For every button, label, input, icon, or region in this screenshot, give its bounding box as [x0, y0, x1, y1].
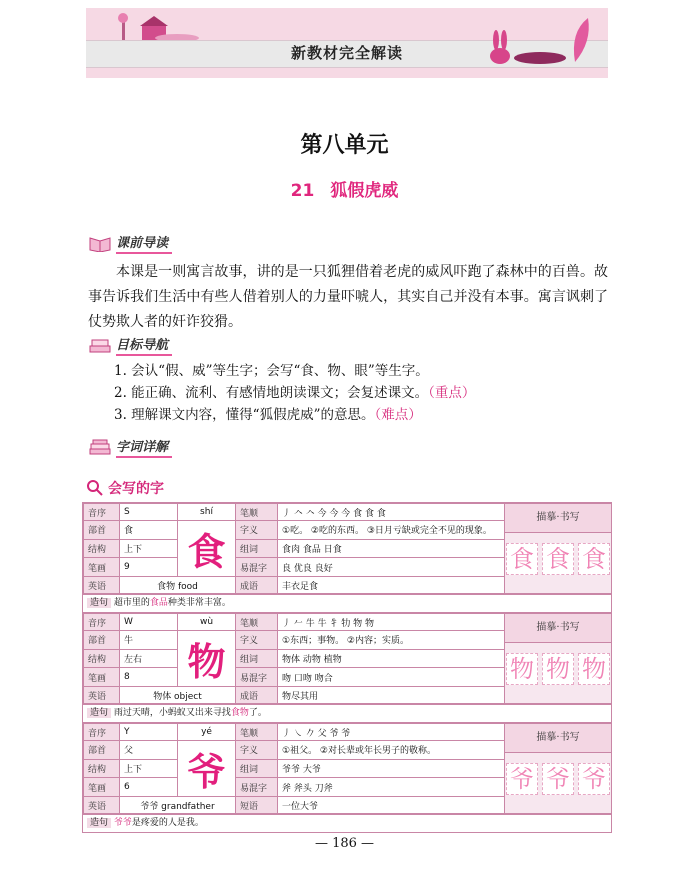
section-words-label: 字词详解: [116, 436, 172, 458]
card-pinyin: wù: [178, 614, 236, 631]
card-key: 字义: [236, 631, 278, 650]
card-value: 食: [120, 521, 178, 540]
example-sentence: 造句 爷爷是疼爱的人是我。: [83, 814, 611, 832]
card-value: 8: [120, 668, 178, 687]
section-goals-heading: [88, 334, 172, 356]
write-chars-label: 会写的字: [108, 481, 164, 497]
example-sentence: 造句 雨过天晴，小蚂蚁又出来寻找食物了。: [83, 704, 611, 722]
card-key: 易混字: [236, 668, 278, 687]
card-value: 丿 𠆢 𠆢 今 今 今 食 食 食: [278, 504, 505, 521]
section-words-heading: [88, 436, 172, 458]
goal-note: （难点）: [374, 407, 422, 423]
card-value: ①吃。 ②吃的东西。 ③日月亏缺或完全不见的现象。: [278, 521, 505, 540]
card-value: 丿 ㇏ 𠂊 父 爷 爷: [278, 724, 505, 741]
card-value: ①东西；事物。 ②内容；实质。: [278, 631, 505, 650]
card-key: 英语: [84, 797, 120, 814]
card-key: 组词: [236, 759, 278, 778]
page-number: — 186 —: [314, 836, 375, 851]
tree-house-illustration: [92, 12, 202, 42]
practice-label: 描摹·书写: [505, 724, 611, 753]
card-key: 部首: [84, 631, 120, 650]
section-preview-label: 课前导读: [116, 232, 172, 254]
card-english: 物体 object: [120, 687, 236, 704]
card-value: 食肉 食品 日食: [278, 539, 505, 558]
card-idiom: 物尽其用: [278, 687, 505, 704]
section-goals-label: 目标导航: [116, 334, 172, 356]
trace-cell: 食: [506, 543, 538, 575]
char-card: [82, 612, 612, 723]
lesson-title: [0, 176, 689, 201]
trace-cell: 食: [578, 543, 610, 575]
big-character: 物: [178, 631, 236, 687]
card-pinyin: shí: [178, 504, 236, 521]
card-value: ①祖父。 ②对长辈或年长男子的敬称。: [278, 741, 505, 760]
card-key: 字义: [236, 741, 278, 760]
card-value: 物体 动物 植物: [278, 649, 505, 668]
card-value: 良 优良 良好: [278, 558, 505, 577]
big-character: 食: [178, 521, 236, 577]
practice-label: 描摹·书写: [505, 504, 611, 533]
rabbit-leaf-illustration: [480, 12, 600, 68]
practice-label: 描摹·书写: [505, 614, 611, 643]
card-value: W: [120, 614, 178, 631]
header-title: 新教材完全解读: [290, 44, 403, 62]
card-key: 组词: [236, 649, 278, 668]
card-value: 上下: [120, 539, 178, 558]
card-value: 上下: [120, 759, 178, 778]
card-value: Y: [120, 724, 178, 741]
card-value: 9: [120, 558, 178, 577]
goal-item: 1. 会认“假、威”等生字；会写“食、物、眼”等生字。: [114, 363, 429, 379]
card-key: 字义: [236, 521, 278, 540]
card-key: 音序: [84, 724, 120, 741]
practice-area: [505, 724, 612, 814]
char-card: [82, 722, 612, 833]
card-key: 英语: [84, 577, 120, 594]
write-chars-heading: [86, 478, 164, 498]
magnifier-icon: [86, 479, 104, 497]
card-key: 结构: [84, 539, 120, 558]
practice-area: [505, 504, 612, 594]
card-key: 笔画: [84, 778, 120, 797]
card-key: 笔顺: [236, 504, 278, 521]
books-stack-icon: [88, 336, 112, 354]
card-value: 左右: [120, 649, 178, 668]
card-key: 英语: [84, 687, 120, 704]
card-value: 牛: [120, 631, 178, 650]
trace-cell: 爷: [506, 763, 538, 795]
card-idiom: 一位大爷: [278, 797, 505, 814]
card-pinyin: yé: [178, 724, 236, 741]
page-header: [86, 8, 608, 78]
book-icon: [88, 234, 112, 252]
card-key: 笔顺: [236, 724, 278, 741]
books-stack-icon: [88, 438, 112, 456]
card-key: 笔顺: [236, 614, 278, 631]
card-key: 结构: [84, 649, 120, 668]
example-sentence: 造句 超市里的食品种类非常丰富。: [83, 594, 611, 612]
lesson-number: 21: [290, 181, 315, 201]
card-key: 易混字: [236, 778, 278, 797]
trace-cell: 食: [542, 543, 574, 575]
card-key: 成语: [236, 577, 278, 594]
card-value: 丿 𠂉 牛 牛 牜 牞 物 物: [278, 614, 505, 631]
card-value: 6: [120, 778, 178, 797]
lesson-name: 狐假虎威: [330, 181, 399, 201]
trace-cell: 爷: [542, 763, 574, 795]
card-key: 笔画: [84, 668, 120, 687]
card-value: 吻 口吻 吻合: [278, 668, 505, 687]
card-key: 笔画: [84, 558, 120, 577]
card-key: 音序: [84, 504, 120, 521]
card-value: 爷爷 大爷: [278, 759, 505, 778]
card-value: 父: [120, 741, 178, 760]
section-preview-heading: [88, 232, 172, 254]
trace-cell: 爷: [578, 763, 610, 795]
practice-area: [505, 614, 612, 704]
card-english: 食物 food: [120, 577, 236, 594]
preview-paragraph: 本课是一则寓言故事，讲的是一只狐狸借着老虎的威风吓跑了森林中的百兽。故事告诉我们生活中有些人借着别人的力量吓唬人，其实自己并没有本事。寓言讽刺了仗势欺人者的奸诈狡猾。: [88, 264, 608, 330]
card-key: 音序: [84, 614, 120, 631]
trace-cell: 物: [542, 653, 574, 685]
goals-list: [114, 360, 475, 426]
card-key: 部首: [84, 741, 120, 760]
card-key: 成语: [236, 687, 278, 704]
card-idiom: 丰衣足食: [278, 577, 505, 594]
card-english: 爷爷 grandfather: [120, 797, 236, 814]
goal-item: 3. 理解课文内容，懂得“狐假虎威”的意思。（难点）: [114, 407, 422, 423]
char-card: [82, 502, 612, 613]
card-key: 部首: [84, 521, 120, 540]
goal-note: （重点）: [428, 385, 476, 401]
unit-title: 第八单元: [300, 132, 389, 158]
card-key: 组词: [236, 539, 278, 558]
card-key: 易混字: [236, 558, 278, 577]
card-key: 结构: [84, 759, 120, 778]
trace-cell: 物: [578, 653, 610, 685]
card-key: 短语: [236, 797, 278, 814]
big-character: 爷: [178, 741, 236, 797]
trace-cell: 物: [506, 653, 538, 685]
card-value: S: [120, 504, 178, 521]
card-value: 斧 斧头 刀斧: [278, 778, 505, 797]
goal-item: 2. 能正确、流利、有感情地朗读课文；会复述课文。（重点）: [114, 385, 476, 401]
